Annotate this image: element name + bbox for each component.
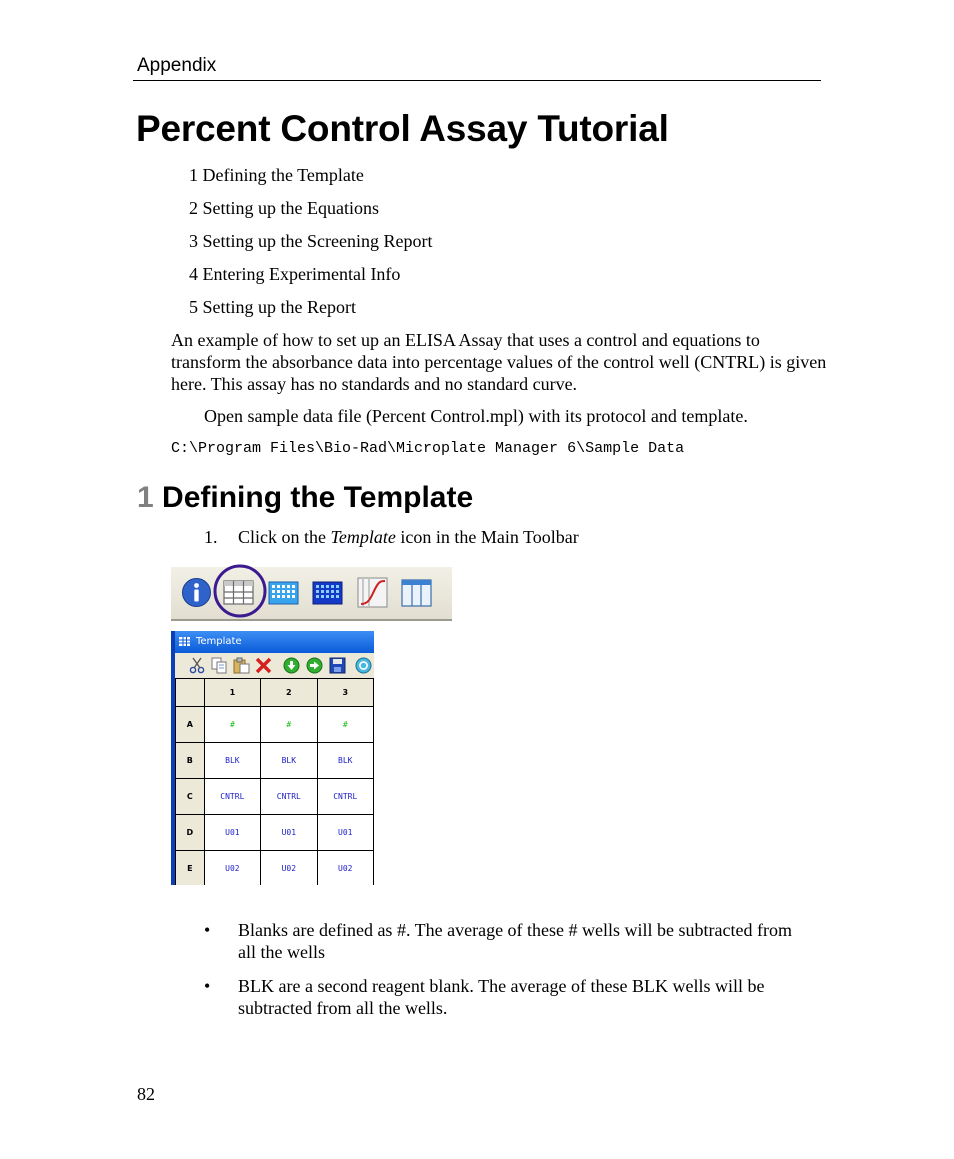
toc-item[interactable]: 2 Setting up the Equations — [189, 198, 379, 218]
section-number: 1 — [137, 481, 154, 514]
save-icon[interactable] — [329, 657, 346, 674]
bullet-text: Blanks are defined as #. The average of these # wells will be subtracted from all the wells — [238, 920, 792, 962]
well-cell[interactable]: U02 — [317, 851, 373, 886]
bullet-item — [204, 975, 804, 1019]
page-number: 82 — [137, 1084, 155, 1104]
step-text: icon in the Main Toolbar — [395, 527, 579, 547]
info-icon[interactable] — [181, 577, 212, 608]
cut-icon[interactable] — [189, 657, 206, 674]
right-arrow-icon[interactable] — [306, 657, 323, 674]
report-icon[interactable] — [401, 577, 432, 608]
plate-dark-icon[interactable] — [312, 577, 343, 608]
section-title: Defining the Template — [162, 481, 474, 514]
well-cell[interactable]: BLK — [317, 743, 373, 779]
well-cell[interactable]: # — [261, 707, 317, 743]
bullet-item — [204, 919, 804, 963]
well-cell[interactable]: CNTRL — [204, 779, 260, 815]
intro-paragraph: An example of how to set up an ELISA Assay that uses a control and equations to transform the absorbance data into percentage values of the control well (CNTRL) is given here. This assay has no standards and no standard curve. — [171, 330, 827, 394]
well-cell[interactable]: BLK — [204, 743, 260, 779]
row-header[interactable]: C — [176, 779, 205, 815]
row-header[interactable]: B — [176, 743, 205, 779]
header-rule — [133, 80, 821, 81]
bullet-text: BLK are a second reagent blank. The average of these BLK wells will be subtracted from all the wells. — [238, 976, 765, 1018]
column-header[interactable]: 2 — [261, 679, 317, 707]
well-cell[interactable]: # — [317, 707, 373, 743]
template-titlebar — [175, 631, 374, 653]
row-header[interactable]: E — [176, 851, 205, 886]
column-header[interactable]: 3 — [317, 679, 373, 707]
running-header: Appendix — [137, 55, 217, 76]
plate-icon[interactable] — [268, 577, 299, 608]
template-title: Template — [196, 636, 242, 647]
grid-icon — [179, 637, 190, 646]
bullet-dot: • — [204, 976, 211, 996]
refresh-icon[interactable] — [355, 657, 372, 674]
well-cell[interactable]: BLK — [261, 743, 317, 779]
column-header[interactable]: 1 — [204, 679, 260, 707]
toc-item[interactable]: 1 Defining the Template — [189, 165, 364, 185]
toc-item[interactable]: 4 Entering Experimental Info — [189, 264, 401, 284]
grid-row-b — [176, 743, 374, 779]
well-cell[interactable]: U01 — [204, 815, 260, 851]
step-text: Click on the — [238, 527, 331, 547]
row-header[interactable]: A — [176, 707, 205, 743]
curve-icon[interactable] — [357, 577, 388, 608]
highlight-circle — [213, 564, 269, 620]
template-grid — [175, 678, 374, 885]
grid-row-c — [176, 779, 374, 815]
section-heading — [137, 481, 473, 515]
down-arrow-icon[interactable] — [283, 657, 300, 674]
well-cell[interactable]: U02 — [261, 851, 317, 886]
step-emphasis: Template — [330, 527, 396, 547]
toc-item[interactable]: 3 Setting up the Screening Report — [189, 231, 433, 251]
toc-item[interactable]: 5 Setting up the Report — [189, 297, 356, 317]
template-toolbar — [175, 653, 374, 679]
row-header[interactable]: D — [176, 815, 205, 851]
well-cell[interactable]: CNTRL — [261, 779, 317, 815]
main-toolbar — [171, 567, 452, 621]
grid-corner — [176, 679, 205, 707]
delete-icon[interactable] — [255, 657, 272, 674]
file-path: C:\Program Files\Bio-Rad\Microplate Manager 6\Sample Data — [171, 440, 685, 457]
well-cell[interactable]: CNTRL — [317, 779, 373, 815]
well-cell[interactable]: # — [204, 707, 260, 743]
grid-row-a — [176, 707, 374, 743]
page-title: Percent Control Assay Tutorial — [136, 108, 669, 149]
well-cell[interactable]: U01 — [317, 815, 373, 851]
step-number: 1. — [204, 527, 218, 547]
template-window — [171, 631, 374, 885]
bullet-dot: • — [204, 920, 211, 940]
well-cell[interactable]: U01 — [261, 815, 317, 851]
copy-icon[interactable] — [211, 657, 228, 674]
step-1 — [204, 527, 579, 548]
grid-row-e — [176, 851, 374, 886]
grid-row-d — [176, 815, 374, 851]
well-cell[interactable]: U02 — [204, 851, 260, 886]
paste-icon[interactable] — [233, 657, 250, 674]
open-instruction: Open sample data file (Percent Control.mpl) with its protocol and template. — [204, 406, 748, 426]
